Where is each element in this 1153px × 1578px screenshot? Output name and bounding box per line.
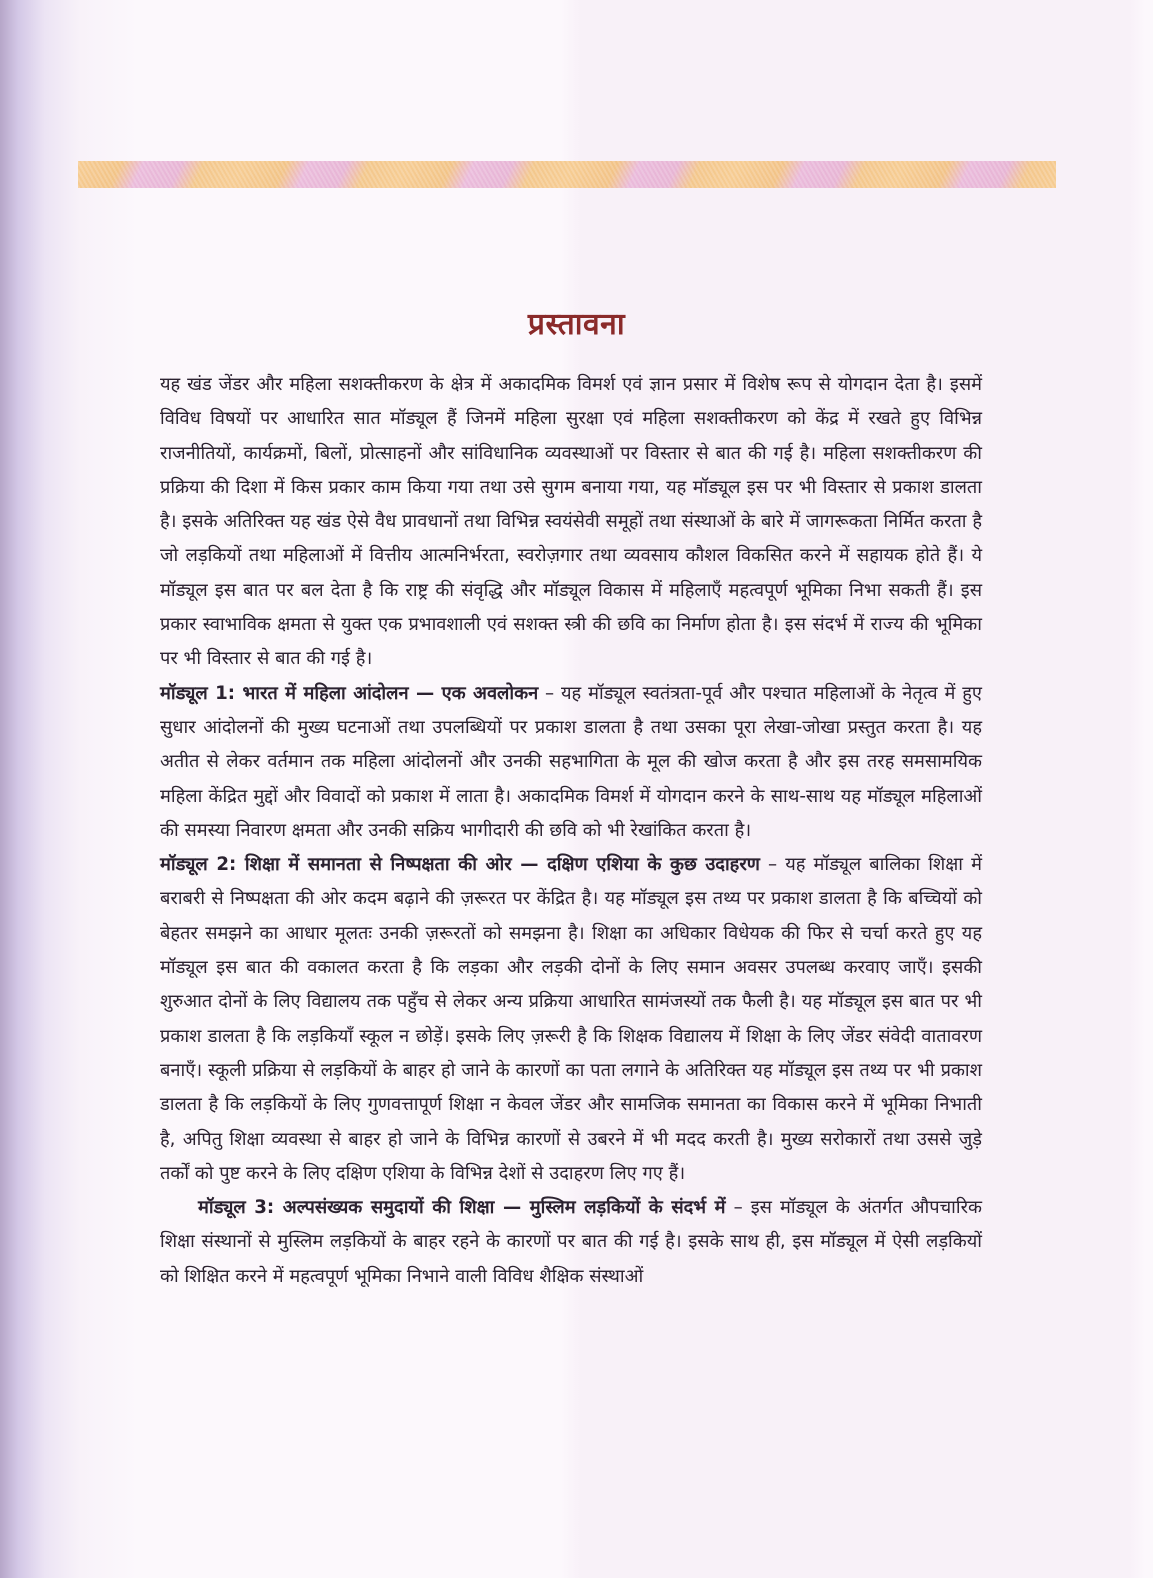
decorative-header-band — [78, 161, 1056, 188]
module-1-paragraph — [160, 677, 982, 848]
module-1-heading: मॉड्यूल 1: भारत में महिला आंदोलन — एक अवलोकन — [160, 682, 539, 704]
module-3-paragraph — [160, 1191, 982, 1294]
paragraph-text: यह खंड जेंडर और महिला सशक्तीकरण के क्षेत्र में अकादमिक विमर्श एवं ज्ञान प्रसार में विशेष रूप से योगदान देता है। इसमें विविध विषयों पर आधारित सात मॉड्यूल हैं जिनमें महिला सुरक्षा एवं महिला सशक्तीकरण को केंद्र में रखते हुए विभिन्न राजनीतियों, कार्यक्रमों, बिलों, प्रोत्साहनों और सांविधानिक व्यवस्थाओं पर विस्तार से बात की गई है। महिला सशक्तीकरण की प्रक्रिया की दिशा में किस प्रकार काम किया गया तथा उसे सुगम बनाया गया, यह मॉड्यूल इस पर भी विस्तार से प्रकाश डालता है। इसके अतिरिक्त यह खंड ऐसे वैध प्रावधानों तथा विभिन्न स्वयंसेवी समूहों तथा संस्थाओं के बारे में जागरूकता निर्मित करता है जो लड़कियों तथा महिलाओं में वित्तीय आत्मनिर्भरता, स्वरोज़गार तथा व्यवसाय कौशल विकसित करने में सहायक होते हैं। ये मॉड्यूल इस बात पर बल देता है कि राष्ट्र की संवृद्धि और मॉड्यूल विकास में महिलाएँ महत्वपूर्ण भूमिका निभा सकती हैं। इस प्रकार स्वाभाविक क्षमता से युक्त एक प्रभावशाली एवं सशक्त स्त्री की छवि का निर्माण होता है। इस संदर्भ में राज्य की भूमिका पर भी विस्तार से बात की गई है। — [160, 374, 982, 670]
intro-paragraph — [160, 368, 982, 677]
body-text — [160, 368, 982, 1294]
paragraph-text: – यह मॉड्यूल बालिका शिक्षा में बराबरी से निष्पक्षता की ओर कदम बढ़ाने की ज़रूरत पर केंद्रित है। यह मॉड्यूल इस तथ्य पर प्रकाश डालता है कि बच्चियों को बेहतर समझने का आधार मूलतः उनकी ज़रूरतों को समझना है। शिक्षा का अधिकार विधेयक की फिर से चर्चा करते हुए यह मॉड्यूल इस बात की वकालत करता है कि लड़का और लड़की दोनों के लिए समान अवसर उपलब्ध करवाए जाएँ। इसकी शुरुआत दोनों के लिए विद्यालय तक पहुँच से लेकर अन्य प्रक्रिया आधारित सामंजस्यों तक फैली है। यह मॉड्यूल इस बात पर भी प्रकाश डालता है कि लड़कियाँ स्कूल न छोड़ें। इसके लिए ज़रूरी है कि शिक्षक विद्यालय में शिक्षा के लिए जेंडर संवेदी वातावरण बनाएँ। स्कूली प्रक्रिया से लड़कियों के बाहर हो जाने के कारणों का पता लगाने के अतिरिक्त यह मॉड्यूल इस तथ्य पर भी प्रकाश डालता है कि लड़कियों के लिए गुणवत्तापूर्ण शिक्षा न केवल जेंडर और सामजिक समानता का विकास करने में भूमिका निभाती है, अपितु शिक्षा व्यवस्था से बाहर हो जाने के विभिन्न कारणों से उबरने में भी मदद करती है। मुख्य सरोकारों तथा उससे जुड़े तर्कों को पुष्ट करने के लिए दक्षिण एशिया के विभिन्न देशों से उदाहरण लिए गए हैं। — [160, 854, 982, 1184]
paragraph-text: – इस मॉड्यूल के अंतर्गत औपचारिक शिक्षा संस्थानों से मुस्लिम लड़कियों के बाहर रहने के कारणों पर बात की गई है। इसके साथ ही, इस मॉड्यूल में ऐसी लड़कियों को शिक्षित करने में महत्वपूर्ण भूमिका निभाने वाली विविध शैक्षिक संस्थाओं — [160, 1197, 982, 1287]
module-2-paragraph — [160, 848, 982, 1191]
paragraph-text: – यह मॉड्यूल स्वतंत्रता-पूर्व और पश्चात महिलाओं के नेतृत्व में हुए सुधार आंदोलनों की मुख्य घटनाओं तथा उपलब्धियों पर प्रकाश डालता है तथा उसका पूरा लेखा-जोखा प्रस्तुत करता है। यह अतीत से लेकर वर्तमान तक महिला आंदोलनों और उनकी सहभागिता के मूल की खोज करता है और इस तरह समसामयिक महिला केंद्रित मुद्दों और विवादों को प्रकाश में लाता है। अकादमिक विमर्श में योगदान करने के साथ-साथ यह मॉड्यूल महिलाओं की समस्या निवारण क्षमता और उनकी सक्रिय भागीदारी की छवि को भी रेखांकित करता है। — [160, 682, 982, 841]
page-title: प्रस्तावना — [527, 307, 626, 343]
module-2-heading: मॉड्यूल 2: शिक्षा में समानता से निष्पक्षता की ओर — दक्षिण एशिया के कुछ उदाहरण — [160, 854, 760, 876]
module-3-heading: मॉड्यूल 3: अल्पसंख्यक समुदायों की शिक्षा — मुस्लिम लड़कियों के संदर्भ में — [198, 1197, 726, 1219]
